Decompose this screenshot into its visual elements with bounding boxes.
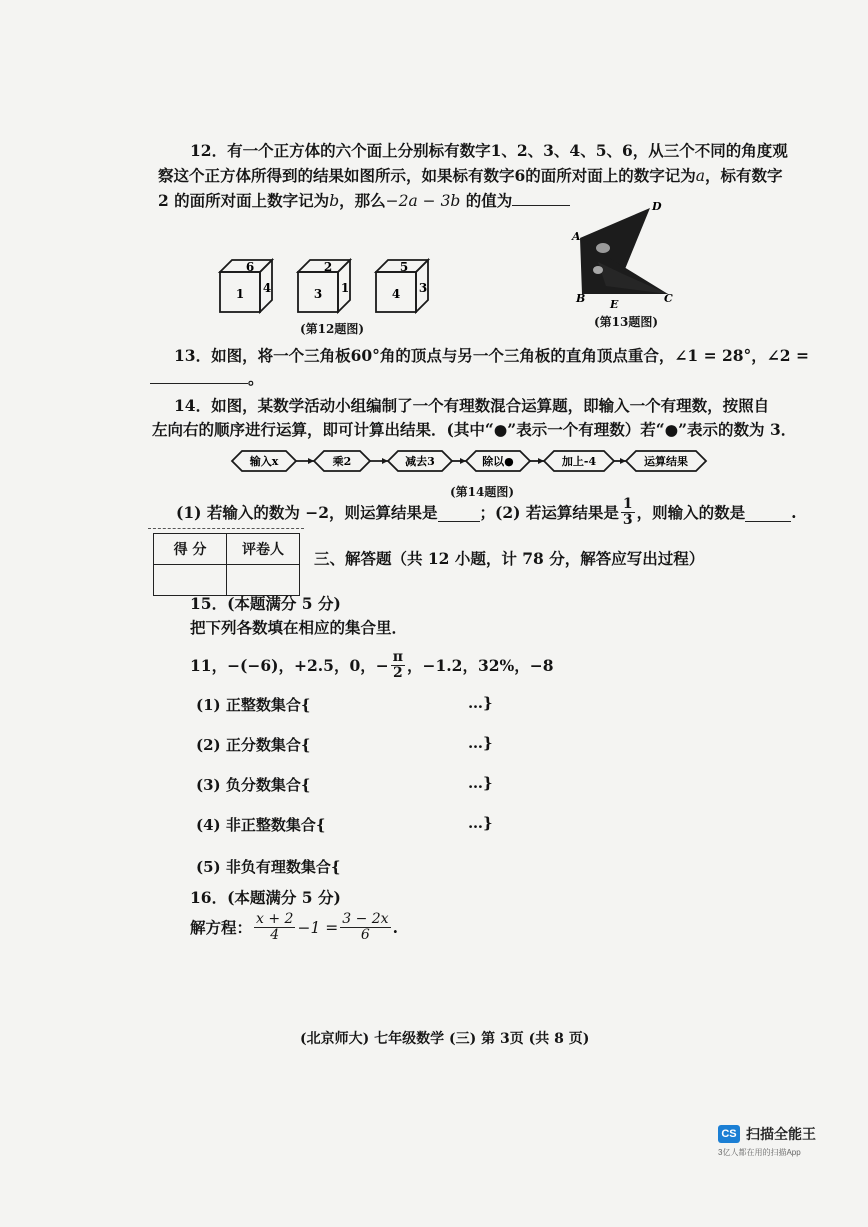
q15-instruction: 把下列各数填在相应的集合里．	[190, 618, 408, 637]
set-non-positive-integers: (4) 非正整数集合{	[196, 816, 326, 834]
score-header: 得 分	[154, 534, 227, 565]
q13-answer-blank[interactable]	[150, 383, 248, 384]
score-table	[153, 533, 300, 596]
cube2-side: 1	[340, 281, 350, 295]
q12-line3: 2 的面所对面上数字记为b，那么−2a − 3b 的值为	[158, 190, 570, 212]
label-E: E	[610, 298, 619, 311]
angle1-mark	[596, 243, 610, 253]
scanner-tagline: 3亿人都在用的扫描App	[718, 1148, 801, 1157]
q13-line1: 13．如图，将一个三角板60°角的顶点与另一个三角板的直角顶点重合，∠1 = 28°，∠2 =	[174, 346, 809, 365]
q14-subquestions: (1) 若输入的数为 −2，则运算结果是 ；(2) 若运算结果是 $\frac{1}{3}$ ，则输入的数是 .	[176, 496, 797, 529]
flow-step-subtract: 减去3	[405, 455, 435, 468]
label-A: A	[572, 230, 581, 243]
q14-fraction: $\frac{1}{3}$	[622, 496, 633, 529]
q14-line1: 14．如图，某数学活动小组编制了一个有理数混合运算题，即输入一个有理数，按照自	[174, 396, 770, 415]
set-positive-integers: (1) 正整数集合{	[196, 696, 311, 714]
q12-caption: (第12题图)	[300, 322, 365, 336]
q14-answer2-blank[interactable]	[745, 503, 791, 522]
cube3-side: 3	[418, 281, 428, 295]
flow-step-divide: 除以●	[482, 455, 514, 468]
cube1-top: 6	[245, 260, 255, 274]
q14-line2: 左向右的顺序进行运算，即可计算出结果．(其中“●”表示一个有理数）若“●”表示的数为 3．	[152, 420, 797, 439]
q16-title: 16．(本题满分 5 分)	[190, 888, 341, 907]
score-cell[interactable]	[154, 565, 227, 596]
flow-step-add: 加上-4	[561, 455, 597, 468]
scanner-watermark	[718, 1124, 816, 1158]
cube1-front: 1	[235, 287, 245, 301]
q12-line2: 察这个正方体所得到的结果如图所示，如果标有数字6的面所对面上的数字记为a，标有数字	[158, 166, 783, 185]
cube2-top: 2	[323, 260, 333, 274]
grader-cell[interactable]	[227, 565, 300, 596]
angle2-mark	[593, 266, 603, 274]
lhs-fraction: $\frac{x + 2}{4}$	[256, 911, 294, 944]
grader-header: 评卷人	[227, 534, 300, 565]
q13-line2: 。	[150, 368, 264, 390]
set-negative-fractions: (3) 负分数集合{	[196, 776, 311, 794]
cube3-top: 5	[399, 260, 409, 274]
label-B: B	[576, 292, 586, 305]
cube3-front: 4	[391, 287, 401, 301]
page-footer: (北京师大) 七年级数学 (三) 第 3页 (共 8 页)	[300, 1031, 590, 1047]
cs-logo-icon: CS	[718, 1125, 740, 1143]
label-C: C	[664, 292, 673, 305]
q13-caption: (第13题图)	[594, 315, 659, 329]
q15-numbers: 11，−(−6)，+2.5，0，− $\frac{\pi}{2}$ ，−1.2，32%，−8	[190, 649, 554, 682]
flow-step-multiply: 乘2	[332, 455, 352, 468]
neg-pi-over-2: $\frac{\pi}{2}$	[392, 649, 403, 682]
set-positive-fractions: (2) 正分数集合{	[196, 736, 311, 754]
q13-figure	[568, 196, 688, 312]
q12-cubes-figure	[210, 252, 450, 324]
cube1-side: 4	[262, 281, 272, 295]
q12-answer-blank[interactable]	[512, 205, 570, 206]
cube2-front: 3	[313, 287, 323, 301]
q16-equation: 解方程： $\frac{x + 2}{4}$ −1 = $\frac{3 - 2x}{6}$ .	[190, 911, 398, 944]
q14-flowchart	[228, 446, 716, 478]
scanner-app-name: 扫描全能王	[746, 1126, 816, 1142]
q12-line1: 12．有一个正方体的六个面上分别标有数字1、2、3、4、5、6，从三个不同的角度观	[190, 141, 788, 160]
flow-step-result: 运算结果	[644, 455, 688, 468]
set-non-negative-rationals: (5) 非负有理数集合{	[196, 858, 341, 876]
q14-caption: (第14题图)	[450, 485, 515, 499]
exam-page: 12．有一个正方体的六个面上分别标有数字1、2、3、4、5、6，从三个不同的角度观 察这个正方体所得到的结果如图所示，如果标有数字6的面所对面上的数字记为a，标有数字 2 的面所对面上数字记为b，那么−2a − 3b 的值为 6 1 4 2 3 1 5 4 3 (第12题图) A D B E C (第13题图) 13．如图，将一个三角板60°角的顶点与另一个三角板的直角顶点重合，∠1 = 28°，∠2 = 。 14．如图，某数学活动小组编制了一个有理数混合运算题，即输入一个有理数，按照自 左向右的顺序进行运算，即可计算出结果．(其中“●”表示一个有理数）若“●”表示的数为 3． 输入x 乘2 减去3 除以● 加上-4 运算结果 (第14题图) (1) 若输入的数为 −2，则运算结果是 ；(2) 若运算结果是 $\frac{1}{3}$ ，则输入的数是 . 得 分 评卷人 三、解答题（共 12 小题，计 78 分，解答应写出过程） 15．(本题满分 5 分) 把下列各数填在相应的集合里． 11，−(−6)，+2.5，0，− $\frac{\pi}{2}$ ，−1.2，32%，−8 (1) 正整数集合{ …} (2) 正分数集合{ …} (3) 负分数集合{ …} (4) 非正整数集合{ …} (5) 非负有理数集合{ 16．(本题满分 5 分) 解方程： $\frac{x + 2}{4}$ −1 = $\frac{3 - 2x}{6}$ . (北京师大) 七年级数学 (三) 第 3页 (共 8 页) CS 扫描全能王 3亿人都在用的扫描App	[0, 0, 868, 1227]
label-D: D	[652, 200, 662, 213]
section3-heading: 三、解答题（共 12 小题，计 78 分，解答应写出过程）	[314, 549, 705, 568]
flow-step-input: 输入x	[249, 455, 279, 468]
rhs-fraction: $\frac{3 - 2x}{6}$	[342, 911, 389, 944]
q15-title: 15．(本题满分 5 分)	[190, 594, 341, 613]
q14-answer1-blank[interactable]	[438, 503, 480, 522]
